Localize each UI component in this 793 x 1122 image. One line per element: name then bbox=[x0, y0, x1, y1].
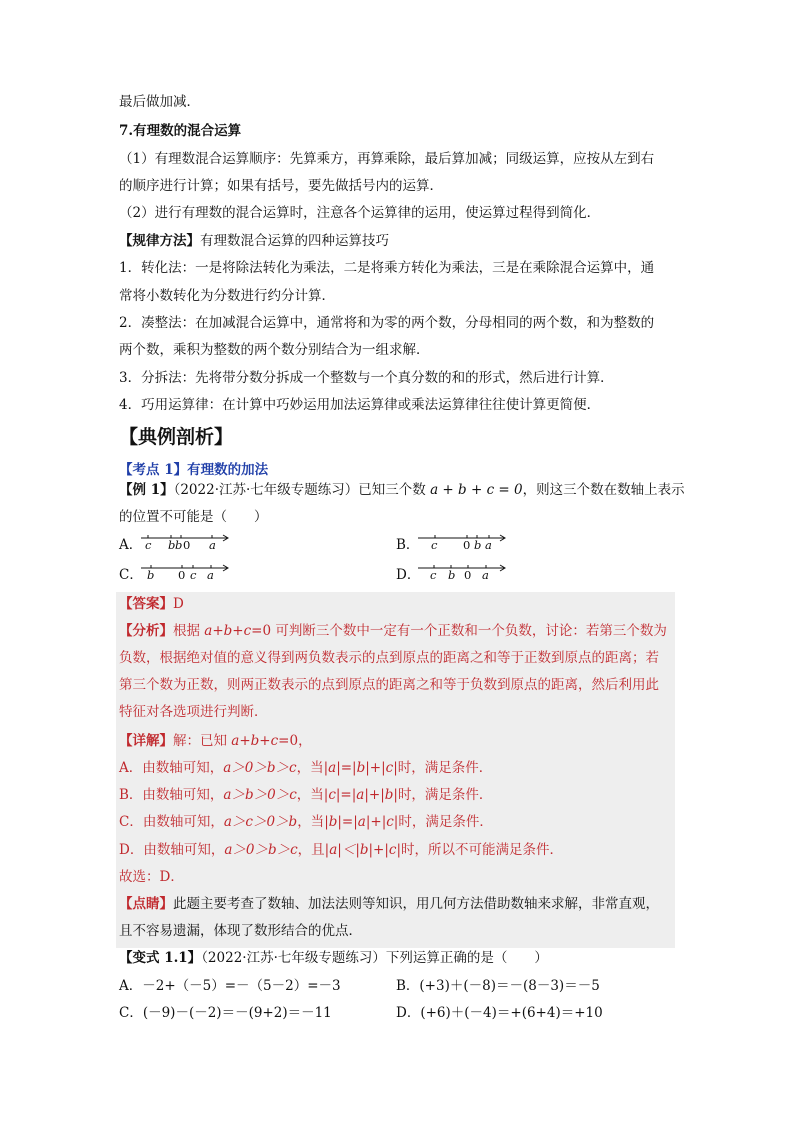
analysis-text: =0 可判断三个数中一定有一个正数和一个负数，讨论：若第三个数为 bbox=[251, 623, 667, 639]
axis-label: b bbox=[474, 538, 482, 552]
detail-inequality: a＞b＞0＞c bbox=[223, 787, 297, 803]
axis-label: c bbox=[430, 568, 437, 582]
comment-tag: 【点睛】 bbox=[119, 896, 173, 912]
answer-value: D bbox=[173, 596, 184, 612]
axis-origin: 0 bbox=[178, 568, 186, 582]
option-b-letter: B． bbox=[396, 537, 420, 553]
number-line-a bbox=[139, 530, 239, 552]
kaodian-heading: 【考点 1】有理数的加法 bbox=[119, 462, 269, 478]
detail-condition: |b|=|a|+|c| bbox=[324, 814, 399, 830]
text-line: 最后做加减． bbox=[119, 94, 200, 110]
text-line: 1．转化法：一是将除法转化为乘法，二是将乘方转化为乘法，三是在乘除混合运算中，通 bbox=[119, 260, 655, 276]
text-line: 两个数，乘积为整数的两个数分别结合为一组求解． bbox=[119, 342, 430, 358]
analysis-line: 特征对各选项进行判断． bbox=[119, 704, 268, 720]
axis-origin: 0 bbox=[183, 538, 191, 552]
axis-origin: 0 bbox=[463, 538, 471, 552]
axis-origin: 0 bbox=[464, 568, 472, 582]
comment-line: 且不容易遗漏，体现了数形结合的优点． bbox=[119, 923, 362, 939]
analysis-tag: 【分析】 bbox=[119, 623, 173, 639]
detail-text: 时，满足条件． bbox=[398, 814, 493, 830]
number-line-d bbox=[416, 560, 516, 582]
section-heading: 7.有理数的混合运算 bbox=[119, 123, 242, 139]
detail-text: 解：已知 bbox=[173, 733, 232, 749]
rule-line bbox=[119, 231, 389, 251]
variant-text: （2022·江苏·七年级专题练习）下列运算正确的是（ ） bbox=[201, 950, 548, 966]
text-line: （2）进行有理数的混合运算时，注意各个运算律的运用，使运算过程得到简化． bbox=[119, 205, 601, 221]
rule-tag: 【规律方法】 bbox=[119, 233, 200, 249]
axis-label: c bbox=[145, 538, 152, 552]
detail-line-b bbox=[119, 785, 492, 805]
variant-option-c: C．(－9)－(－2)＝－(9+2)＝－11 bbox=[119, 1005, 332, 1021]
example-expression: a + b + c = 0 bbox=[430, 482, 523, 498]
variant-option-d: D．(+6)＋(－4)＝+(6+4)＝+10 bbox=[396, 1005, 603, 1021]
examples-title: 【典例剖析】 bbox=[119, 426, 234, 448]
detail-line bbox=[119, 731, 312, 751]
analysis-line: 负数，根据绝对值的意义得到两负数表示的点到原点的距离之和等于正数到原点的距离；若 bbox=[119, 650, 659, 666]
text-line: （1）有理数混合运算顺序：先算乘方，再算乘除，最后算加减；同级运算，应按从左到右 bbox=[119, 151, 655, 167]
axis-label: b bbox=[448, 568, 456, 582]
option-c-letter: C． bbox=[119, 567, 143, 583]
detail-text: C．由数轴可知， bbox=[119, 814, 224, 830]
detail-text: ，当 bbox=[296, 787, 324, 803]
axis-label: a bbox=[209, 538, 216, 552]
rule-text: 有理数混合运算的四种运算技巧 bbox=[200, 233, 389, 249]
detail-inequality: a＞c＞0＞b bbox=[223, 814, 298, 830]
detail-line-a bbox=[119, 758, 492, 778]
text-line: 的顺序进行计算；如果有括号，要先做括号内的运算． bbox=[119, 178, 443, 194]
detail-text: =0， bbox=[278, 733, 312, 749]
detail-inequality: a＞0＞b＞c bbox=[223, 760, 297, 776]
text-line: 2．凑整法：在加减混合运算中，通常将和为零的两个数，分母相同的两个数，和为整数的 bbox=[119, 315, 655, 331]
axis-label: c bbox=[190, 568, 197, 582]
answer-line bbox=[119, 594, 184, 614]
text-line: 3．分拆法：先将带分数分拆成一个整数与一个真分数的和的形式，然后进行计算． bbox=[119, 370, 614, 386]
axis-label: b bbox=[147, 568, 155, 582]
variant-tag: 【变式 1.1】 bbox=[119, 950, 202, 966]
analysis-line bbox=[119, 621, 667, 641]
axis-label: a bbox=[207, 568, 214, 582]
detail-text: 时，满足条件． bbox=[397, 760, 493, 776]
axis-label: b bbox=[168, 538, 176, 552]
number-line-c bbox=[139, 560, 239, 582]
detail-line-d bbox=[119, 840, 563, 860]
detail-text: 时，所以不可能满足条件． bbox=[401, 842, 564, 858]
option-a-letter: A． bbox=[119, 537, 143, 553]
axis-label: b bbox=[175, 538, 183, 552]
detail-line-c bbox=[119, 812, 493, 832]
axis-label: c bbox=[431, 538, 438, 552]
detail-text: ，当 bbox=[296, 760, 324, 776]
example-text: ，则这三个数在数轴上表示 bbox=[522, 482, 685, 498]
variant-option-b: B．(+3)＋(－8)＝－(8－3)＝－5 bbox=[396, 978, 600, 994]
text-line: 4．巧用运算律：在计算中巧妙运用加法运算律或乘法运算律往往使计算更简便． bbox=[119, 397, 601, 413]
example-source: （2022·江苏·七年级专题练习）已知三个数 bbox=[173, 482, 426, 498]
example-line-2: 的位置不可能是（ ） bbox=[119, 509, 268, 525]
detail-text: D．由数轴可知， bbox=[119, 842, 225, 858]
detail-text: B．由数轴可知， bbox=[119, 787, 224, 803]
example-line-1 bbox=[119, 480, 685, 500]
option-d-letter: D． bbox=[396, 567, 421, 583]
detail-text: A．由数轴可知， bbox=[119, 760, 224, 776]
text-line: 常将小数转化为分数进行约分计算． bbox=[119, 288, 335, 304]
comment-line bbox=[119, 894, 659, 914]
detail-tag: 【详解】 bbox=[119, 733, 173, 749]
number-line-b bbox=[416, 530, 516, 552]
detail-text: 时，满足条件． bbox=[397, 787, 493, 803]
detail-expression: a+b+c bbox=[231, 733, 279, 749]
detail-text: ，当 bbox=[297, 814, 325, 830]
detail-conclusion: 故选：D． bbox=[119, 869, 184, 885]
answer-tag: 【答案】 bbox=[119, 596, 173, 612]
analysis-text: 根据 bbox=[173, 623, 205, 639]
detail-text: ，且 bbox=[297, 842, 325, 858]
analysis-expression: a+b+c bbox=[204, 623, 252, 639]
variant-option-a: A．－2+（－5）=－（5－2）=－3 bbox=[119, 978, 341, 994]
detail-condition: |a|＜|b|+|c| bbox=[324, 842, 402, 858]
detail-condition: |c|=|a|+|b| bbox=[323, 787, 398, 803]
variant-line bbox=[119, 948, 548, 968]
detail-inequality: a＞0＞b＞c bbox=[224, 842, 298, 858]
axis-label: a bbox=[482, 568, 489, 582]
axis-label: a bbox=[485, 538, 492, 552]
comment-text: 此题主要考查了数轴、加法法则等知识，用几何方法借助数轴来求解，非常直观， bbox=[173, 896, 659, 912]
example-tag: 【例 1】 bbox=[119, 482, 174, 498]
analysis-line: 第三个数为正数，则两正数表示的点到原点的距离之和等于负数到原点的距离，然后利用此 bbox=[119, 677, 659, 693]
detail-condition: |a|=|b|+|c| bbox=[323, 760, 398, 776]
